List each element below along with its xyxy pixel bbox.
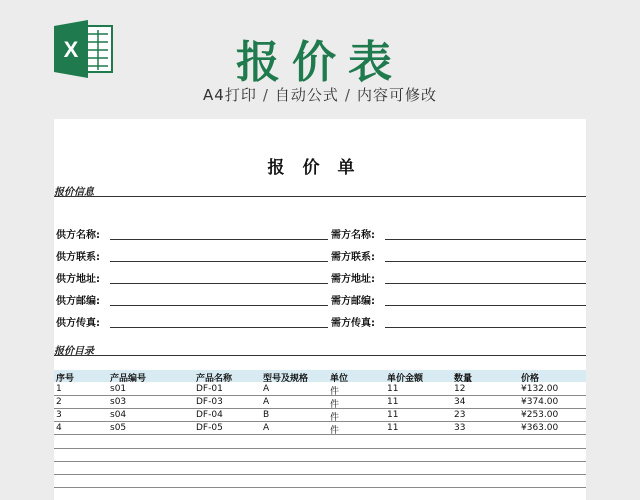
buyer-field-2-label: 需方地址:: [331, 274, 375, 285]
column-header: 产品编号: [110, 374, 147, 384]
cell-price: ¥253.00: [521, 410, 559, 420]
section-rule: [110, 196, 586, 197]
subtitle: [0, 84, 640, 105]
column-header: 单位: [330, 374, 349, 384]
buyer-field-3-line[interactable]: [385, 305, 586, 306]
supplier-field-3-line[interactable]: [110, 305, 328, 306]
table-row[interactable]: [54, 396, 586, 409]
buyer-field-1-label: 需方联系:: [331, 252, 375, 263]
column-header: 序号: [56, 374, 75, 384]
cell-quantity: 33: [454, 423, 466, 433]
supplier-field-2-label: 供方地址:: [56, 274, 100, 285]
cell-unit-price: 11: [387, 410, 399, 420]
cell-price: ¥132.00: [521, 384, 559, 394]
cell-quantity: 23: [454, 410, 466, 420]
buyer-field-0-line[interactable]: [385, 239, 586, 240]
cell-quantity: 34: [454, 397, 466, 407]
column-header: 单价金额: [387, 374, 424, 384]
cell-index: 1: [56, 384, 62, 394]
cell-price: ¥363.00: [521, 423, 559, 433]
cell-index: 3: [56, 410, 62, 420]
cell-model: A: [263, 397, 270, 407]
empty-row[interactable]: [54, 448, 586, 449]
cell-unit: 件: [330, 400, 340, 410]
section-rule: [54, 355, 586, 356]
cell-unit-price: 11: [387, 397, 399, 407]
section-label-info: 报价信息: [54, 187, 94, 198]
buyer-field-3-label: 需方邮编:: [331, 296, 375, 307]
table-row[interactable]: [54, 422, 586, 435]
supplier-field-2-line[interactable]: [110, 283, 328, 284]
section-underline: [54, 196, 110, 197]
cell-product-code: s01: [110, 384, 127, 394]
svg-text:X: X: [63, 37, 79, 62]
column-header: 产品名称: [196, 374, 233, 384]
cell-model: A: [263, 384, 270, 394]
supplier-field-1-line[interactable]: [110, 261, 328, 262]
cell-product-name: DF-05: [196, 423, 223, 433]
cell-price: ¥374.00: [521, 397, 559, 407]
cell-unit-price: 11: [387, 384, 399, 394]
page-title: 报价表: [236, 37, 404, 88]
cell-index: 4: [56, 423, 62, 433]
subtitle-formula: 自动公式: [274, 86, 339, 104]
supplier-field-4-line[interactable]: [110, 327, 328, 328]
cell-unit: 件: [330, 426, 340, 436]
subtitle-editable: 内容可修改: [356, 86, 437, 104]
cell-product-name: DF-04: [196, 410, 223, 420]
section-label-catalog: 报价目录: [54, 346, 94, 357]
supplier-field-0-label: 供方名称:: [56, 230, 100, 241]
document-title: 报价单: [267, 158, 373, 178]
cell-unit: 件: [330, 387, 340, 397]
cell-product-code: s05: [110, 423, 127, 433]
subtitle-separator: /: [344, 86, 351, 104]
cell-quantity: 12: [454, 384, 466, 394]
supplier-field-0-line[interactable]: [110, 239, 328, 240]
cell-model: B: [263, 410, 270, 420]
buyer-field-4-line[interactable]: [385, 327, 586, 328]
subtitle-separator: /: [262, 86, 269, 104]
cell-product-name: DF-01: [196, 384, 223, 394]
column-header: 数量: [454, 374, 473, 384]
cell-product-name: DF-03: [196, 397, 223, 407]
table-header: [54, 370, 586, 382]
column-header: 价格: [521, 374, 540, 384]
cell-product-code: s04: [110, 410, 127, 420]
supplier-field-4-label: 供方传真:: [56, 318, 100, 329]
table-row[interactable]: [54, 383, 586, 396]
cell-product-code: s03: [110, 397, 127, 407]
supplier-field-3-label: 供方邮编:: [56, 296, 100, 307]
cell-model: A: [263, 423, 270, 433]
cell-index: 2: [56, 397, 62, 407]
supplier-field-1-label: 供方联系:: [56, 252, 100, 263]
buyer-field-0-label: 需方名称:: [331, 230, 375, 241]
cell-unit-price: 11: [387, 423, 399, 433]
cell-unit: 件: [330, 413, 340, 423]
empty-row[interactable]: [54, 474, 586, 475]
table-row[interactable]: [54, 409, 586, 422]
buyer-field-2-line[interactable]: [385, 283, 586, 284]
empty-row[interactable]: [54, 487, 586, 488]
spreadsheet-sheet[interactable]: [54, 119, 586, 500]
subtitle-print: A4打印: [203, 86, 257, 104]
buyer-field-1-line[interactable]: [385, 261, 586, 262]
buyer-field-4-label: 需方传真:: [331, 318, 375, 329]
empty-row[interactable]: [54, 461, 586, 462]
column-header: 型号及规格: [263, 374, 309, 384]
